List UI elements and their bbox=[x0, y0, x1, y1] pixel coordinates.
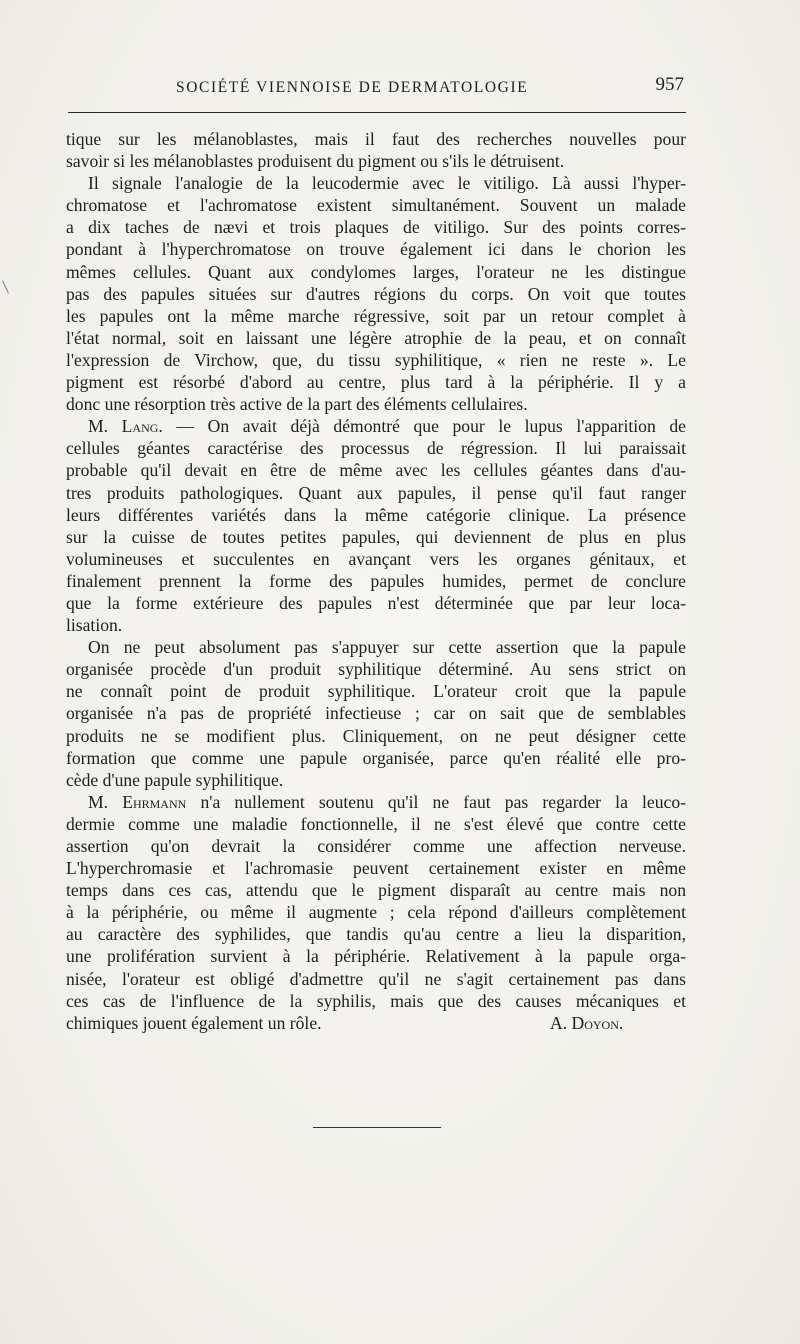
text-line-content: une prolifération survient à la périphérie. Relativement à la papule orga- bbox=[66, 946, 686, 967]
text-line-content: ces cas de l'influence de la syphilis, mais que des causes mécaniques et bbox=[66, 990, 686, 1011]
text-line bbox=[66, 327, 686, 349]
text-line-content: pigment est résorbé d'abord au centre, plus tard à la périphérie. Il y a bbox=[66, 372, 686, 393]
text-line bbox=[66, 150, 686, 172]
end-rule bbox=[313, 1127, 441, 1128]
text-line bbox=[66, 945, 686, 967]
speaker-name: Ehrmann bbox=[122, 791, 187, 812]
text-line-content: On ne peut absolument pas s'appuyer sur cette assertion que la papule bbox=[88, 637, 686, 658]
text-line-content: produits ne se modifient plus. Cliniquement, on ne peut désigner cette bbox=[66, 725, 686, 746]
text-line bbox=[66, 725, 686, 747]
text-line-content: les papules ont la même marche régressive, soit par un retour complet à bbox=[66, 305, 686, 326]
text-line bbox=[66, 857, 686, 879]
text-line bbox=[66, 459, 686, 481]
text-line bbox=[66, 216, 686, 238]
text-line-content: dermie comme une maladie fonctionnelle, il ne s'est élevé que contre cette bbox=[66, 813, 686, 834]
signature: A. Doyon. bbox=[550, 1012, 624, 1033]
text-line-content: leurs différentes variétés dans la même catégorie clinique. La présence bbox=[66, 504, 686, 525]
text-line bbox=[66, 371, 686, 393]
text-line-content: donc une résorption très active de la part des éléments cellulaires. bbox=[66, 394, 528, 415]
text-line bbox=[66, 1012, 686, 1034]
text-line bbox=[66, 172, 686, 194]
text-line-content: M. Ehrmann n'a nullement soutenu qu'il ne faut pas regarder la leuco- bbox=[88, 791, 686, 812]
speaker-name: Lang bbox=[121, 416, 159, 437]
text-line-content: M. Lang. — On avait déjà démontré que pour le lupus l'apparition de bbox=[88, 416, 686, 437]
text-line-content: a dix taches de nævi et trois plaques de vitiligo. Sur des points corres- bbox=[66, 217, 686, 238]
text-line bbox=[66, 570, 686, 592]
text-line-content: au caractère des syphilides, que tandis qu'au centre a lieu la disparition, bbox=[66, 924, 686, 945]
text-line bbox=[66, 526, 686, 548]
text-line bbox=[66, 835, 686, 857]
text-line bbox=[66, 680, 686, 702]
text-line bbox=[66, 482, 686, 504]
running-title: SOCIÉTÉ VIENNOISE DE DERMATOLOGIE bbox=[176, 79, 529, 96]
text-line-content: lisation. bbox=[66, 615, 123, 636]
text-line-content: l'état normal, soit en laissant une légère atrophie de la peau, et on connaît bbox=[66, 327, 686, 348]
text-line-content: organisée procède d'un produit syphilitique déterminé. Au sens strict on bbox=[66, 659, 686, 680]
text-line-content: ne connaît point de produit syphilitique. L'orateur croit que la papule bbox=[66, 681, 686, 702]
text-line-content: assertion qu'on devrait la considérer comme une affection nerveuse. bbox=[66, 836, 686, 856]
text-line bbox=[66, 194, 686, 216]
text-line bbox=[66, 349, 686, 371]
text-line-content: chromatose et l'achromatose existent simultanément. Souvent un malade bbox=[66, 195, 686, 216]
text-line-content: volumineuses et succulentes en avançant vers les organes génitaux, et bbox=[66, 548, 686, 569]
text-line bbox=[66, 747, 686, 769]
text-line bbox=[66, 238, 686, 260]
text-line-content: savoir si les mélanoblastes produisent du pigment ou s'ils le détruisent. bbox=[66, 151, 565, 172]
text-line-content: pas des papules situées sur d'autres régions du corps. On voit que toutes bbox=[66, 283, 686, 304]
text-line bbox=[66, 923, 686, 945]
page-number: 957 bbox=[655, 74, 684, 95]
text-line-content: cède d'une papule syphilitique. bbox=[66, 769, 284, 790]
text-line-content: probable qu'il devait en être de même avec les cellules géantes dans d'au- bbox=[66, 460, 686, 481]
text-line-content: Il signale l'analogie de la leucodermie avec le vitiligo. Là aussi l'hyper- bbox=[88, 173, 686, 194]
text-line bbox=[66, 702, 686, 724]
text-line bbox=[66, 614, 686, 636]
text-line bbox=[66, 636, 686, 658]
text-line-content: temps dans ces cas, attendu que le pigment disparaît au centre mais non bbox=[66, 880, 686, 901]
text-line-content: tres produits pathologiques. Quant aux papules, il pense qu'il faut ranger bbox=[66, 482, 686, 503]
text-line bbox=[66, 813, 686, 835]
text-line bbox=[66, 658, 686, 680]
text-line bbox=[66, 968, 686, 990]
text-line bbox=[66, 128, 686, 150]
text-line-content: nisée, l'orateur est obligé d'admettre qu'il ne s'agit certainement pas dans bbox=[66, 968, 686, 989]
text-line bbox=[66, 901, 686, 923]
text-line-content: organisée n'a pas de propriété infectieuse ; car on sait que de semblables bbox=[66, 703, 686, 724]
text-line-content: à la périphérie, ou même il augmente ; cela répond d'ailleurs complètement bbox=[66, 902, 686, 923]
text-line bbox=[66, 261, 686, 283]
text-line-content: l'expression de Virchow, que, du tissu syphilitique, « rien ne reste ». Le bbox=[66, 349, 686, 370]
text-line bbox=[66, 437, 686, 459]
text-line bbox=[66, 592, 686, 614]
text-line-content: L'hyperchromasie et l'achromasie peuvent certainement exister en même bbox=[66, 858, 686, 879]
margin-mark bbox=[2, 280, 9, 293]
text-line bbox=[66, 393, 686, 415]
text-line bbox=[66, 791, 686, 813]
body-text bbox=[66, 128, 686, 1034]
header-rule bbox=[68, 112, 686, 113]
text-line bbox=[66, 990, 686, 1012]
text-line-content: mêmes cellules. Quant aux condylomes larges, l'orateur ne les distingue bbox=[66, 261, 686, 282]
text-line bbox=[66, 769, 686, 791]
text-line bbox=[66, 305, 686, 327]
text-line-content: sur la cuisse de toutes petites papules, qui deviennent de plus en plus bbox=[66, 526, 686, 547]
text-line-content: tique sur les mélanoblastes, mais il faut des recherches nouvelles pour bbox=[66, 129, 686, 149]
text-line-content: cellules géantes caractérise des processus de régression. Il lui paraissait bbox=[66, 438, 686, 459]
text-line-content: finalement prennent la forme des papules humides, permet de conclure bbox=[66, 570, 686, 591]
text-line bbox=[66, 879, 686, 901]
text-line bbox=[66, 504, 686, 526]
text-line-content: formation que comme une papule organisée, parce qu'en réalité elle pro- bbox=[66, 747, 686, 768]
text-line bbox=[66, 415, 686, 437]
running-head bbox=[66, 76, 686, 100]
text-line-content: pondant à l'hyperchromatose on trouve également ici dans le chorion les bbox=[66, 239, 686, 260]
text-line bbox=[66, 548, 686, 570]
text-line bbox=[66, 283, 686, 305]
text-line-content: que la forme extérieure des papules n'est déterminée que par leur loca- bbox=[66, 592, 686, 613]
text-line-content: chimiques jouent également un rôle. bbox=[66, 1012, 322, 1033]
